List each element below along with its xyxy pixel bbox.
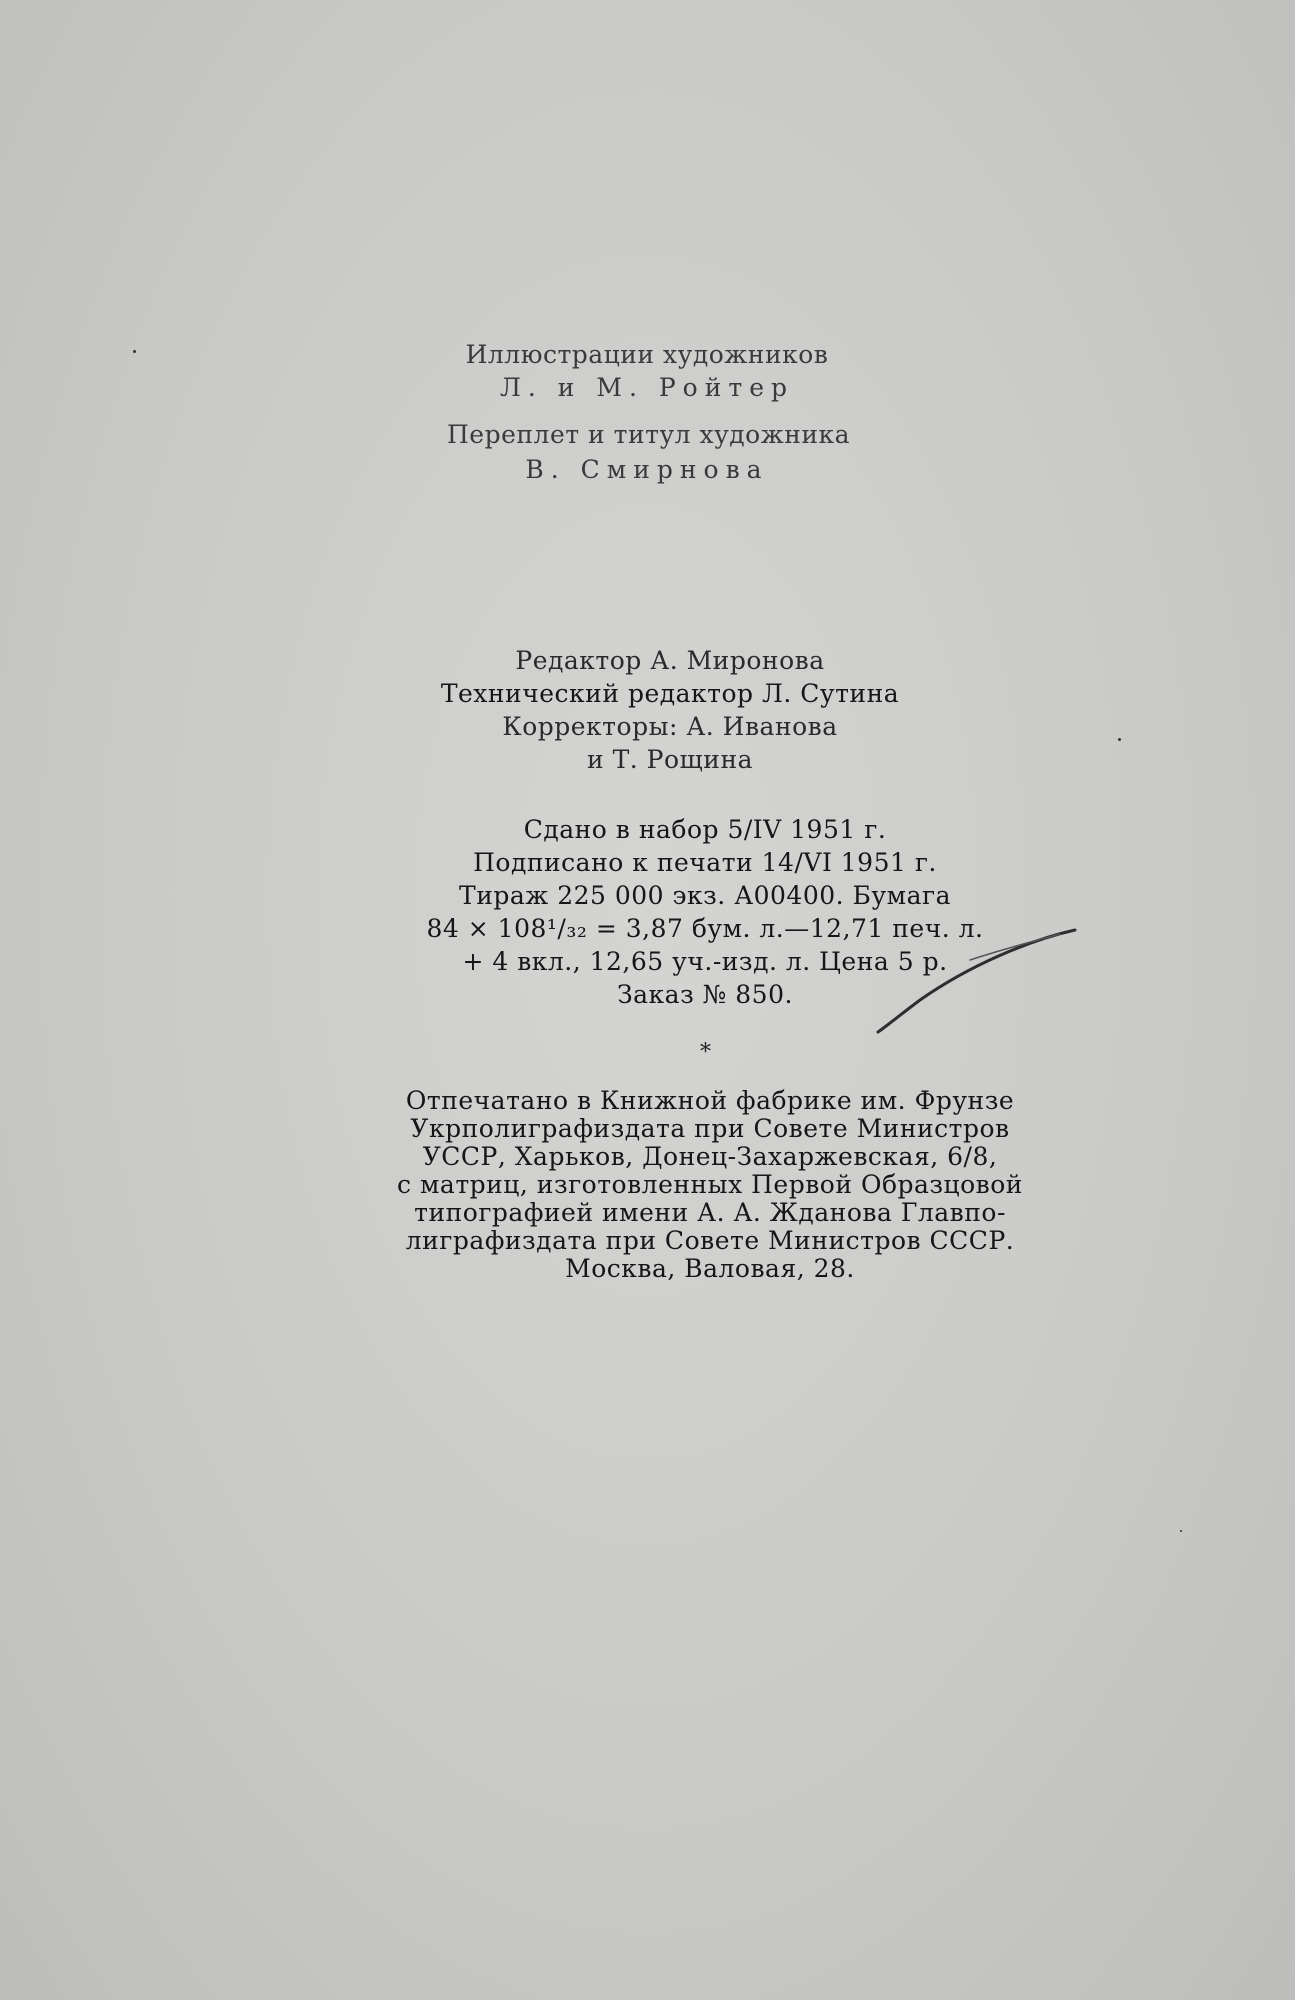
printer-line: Отпечатано в Книжной фабрике им. Фрунзе (405, 1086, 1015, 1115)
printer-line: Укрполиграфиздата при Совете Министров (410, 1114, 1010, 1143)
printer-line: УССР, Харьков, Донец-Захаржевская, 6/8, (422, 1142, 998, 1171)
proofreaders-continued-line: и Т. Рощина (586, 745, 754, 774)
tech-editor-line: Технический редактор Л. Сутина (440, 679, 900, 708)
inserts-price: + 4 вкл., 12,65 уч.-изд. л. Цена 5 р. (462, 947, 948, 976)
paper-format: 84 × 108¹/₃₂ = 3,87 бум. л.—12,71 печ. л. (426, 914, 984, 943)
signed-date: Подписано к печати 14/VI 1951 г. (473, 848, 937, 877)
printer-block (385, 1087, 1035, 1283)
editors-block (400, 644, 940, 776)
paper-speck (1180, 1530, 1182, 1532)
printer-line: лиграфиздата при Совете Министров СССР. (405, 1226, 1015, 1255)
illustrations-names: Л. и М. Ройтер (499, 373, 795, 402)
paper-speck (133, 350, 136, 353)
proofreaders-line: Корректоры: А. Иванова (502, 712, 838, 741)
print-run: Тираж 225 000 экз. А00400. Бумага (459, 881, 951, 910)
printer-line: с матриц, изготовленных Первой Образцовой (397, 1170, 1023, 1199)
binding-name: В. Смирнова (525, 455, 769, 484)
illustrations-label: Иллюстрации художников (465, 340, 829, 369)
pencil-stroke-mark (860, 920, 1090, 1040)
order-number: Заказ № 850. (617, 980, 793, 1009)
paper-speck (1118, 738, 1121, 741)
printer-line: типографией имени А. А. Жданова Главпо- (414, 1198, 1006, 1227)
editor-line: Редактор А. Миронова (515, 646, 825, 675)
typeset-date: Сдано в набор 5/IV 1951 г. (523, 815, 887, 844)
separator-asterisk: * (700, 1040, 711, 1065)
printer-line: Москва, Валовая, 28. (565, 1254, 855, 1283)
binding-label: Переплет и титул художника (447, 420, 851, 449)
